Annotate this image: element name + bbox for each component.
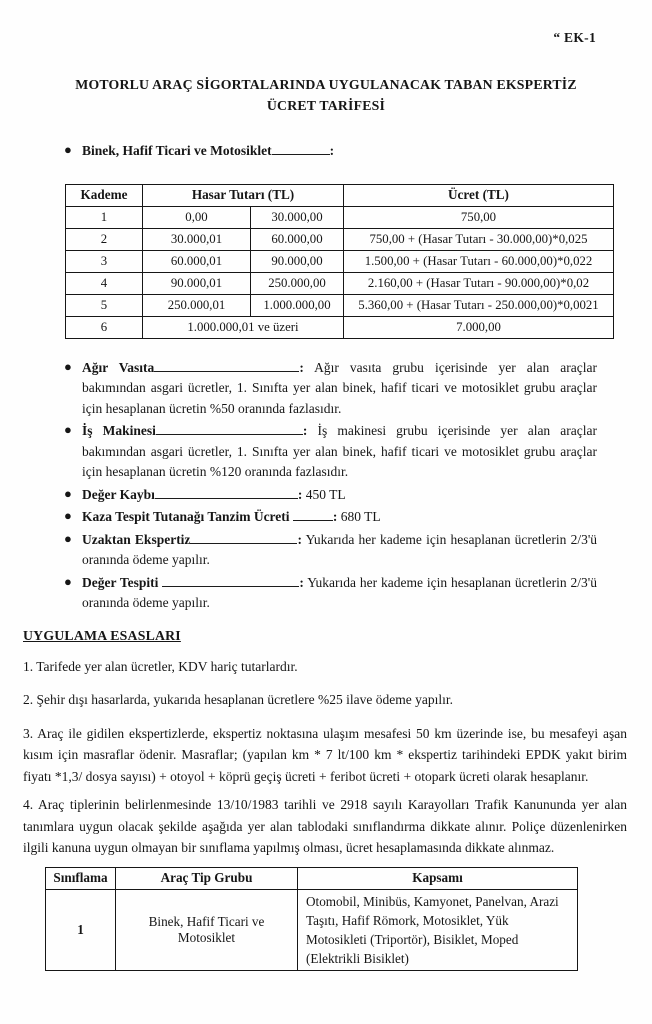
bullet-text: İş makinesi grubu içerisinde yer alan araçlar bakımından asgari ücretler, 1. Sınıfta yer alan binek, hafif ticari ve motosiklet grubu araçlar için hesaplanan ücretin %120 oranında fazlasıdır. <box>82 423 597 479</box>
bullet-uzaktan-ekspertiz <box>62 530 597 571</box>
cell-siniflama: 1 <box>46 889 116 970</box>
bullet-label: İş Makinesi <box>82 423 156 438</box>
bullet-dot-icon: ● <box>64 485 72 501</box>
cell-to: 30.000,00 <box>251 206 344 228</box>
cell-fee: 2.160,00 + (Hasar Tutarı - 90.000,00)*0,02 <box>344 272 614 294</box>
cell-kademe: 2 <box>66 228 143 250</box>
paragraph-4: 4. Araç tiplerinin belirlenmesinde 13/10/1983 tarihli ve 2918 sayılı Karayolları Trafik Kanununda yer alan tanımlara uygun olacak şekilde aşağıda yer alan tablodaki sınıflandırma dikkate alınır. Poliçe düzenlenirken ilgili kanuna uygun olmayan bir sınıflama yapılmış olması, ücret hesaplamasında dikkate alınmaz. <box>23 797 627 855</box>
tariff-bullet-list <box>62 358 597 614</box>
cell-from: 0,00 <box>143 206 251 228</box>
fee-col-kademe: Kademe <box>66 184 143 206</box>
cell-to: 250.000,00 <box>251 272 344 294</box>
fill-in-line <box>154 360 299 372</box>
fee-table-header-row <box>66 184 614 206</box>
intro-bullet <box>62 141 622 162</box>
cell-fee: 750,00 + (Hasar Tutarı - 30.000,00)*0,025 <box>344 228 614 250</box>
fee-table-row <box>66 272 614 294</box>
fill-in-line <box>156 423 303 435</box>
cell-from: 30.000,01 <box>143 228 251 250</box>
cell-from: 250.000,01 <box>143 294 251 316</box>
cls-col-arac: Araç Tip Grubu <box>116 867 298 889</box>
bullet-label: Ağır Vasıta <box>82 359 155 375</box>
cell-to: 90.000,00 <box>251 250 344 272</box>
cell-to: 60.000,00 <box>251 228 344 250</box>
fee-table-row <box>66 228 614 250</box>
bullet-agir-vasita <box>62 358 597 420</box>
cls-col-siniflama: Sınıflama <box>46 867 116 889</box>
document-title: MOTORLU ARAÇ SİGORTALARINDA UYGULANACAK TABAN EKSPERTİZ ÜCRET TARİFESİ <box>75 77 577 113</box>
fee-col-hasar: Hasar Tutarı (TL) <box>143 184 344 206</box>
cls-col-kapsam: Kapsamı <box>298 867 578 889</box>
fee-table <box>65 184 614 339</box>
fee-table-row <box>66 250 614 272</box>
cell-kademe: 5 <box>66 294 143 316</box>
cell-kademe: 6 <box>66 316 143 338</box>
bullet-colon: : <box>299 574 304 590</box>
cell-kapsam: Otomobil, Minibüs, Kamyonet, Panelvan, Arazi Taşıtı, Hafif Römork, Motosiklet, Yük Motosikleti (Triportör), Bisiklet, Moped (Elektrikli Bisiklet) <box>298 889 578 970</box>
bullet-dot-icon: ● <box>64 573 72 589</box>
paragraph-1: 1. Tarifede yer alan ücretler, KDV hariç tutarlardır. <box>23 658 298 674</box>
bullet-label: Değer Tespiti <box>82 574 159 590</box>
classification-table <box>45 867 578 971</box>
cell-to: 1.000.000,00 <box>251 294 344 316</box>
bullet-text: Yukarıda her kademe için hesaplanan ücretlerin 2/3'ü oranında ödeme yapılır. <box>82 531 598 567</box>
annex-label: “ EK-1 <box>553 30 596 45</box>
bullet-dot-icon: ● <box>64 508 72 523</box>
fill-in-line <box>155 487 298 499</box>
cell-range: 1.000.000,01 ve üzeri <box>143 316 344 338</box>
bullet-label: Uzaktan Ekspertiz <box>82 531 191 547</box>
classification-row <box>46 889 578 970</box>
cell-fee: 1.500,00 + (Hasar Tutarı - 60.000,00)*0,022 <box>344 250 614 272</box>
fill-in-line <box>272 143 330 155</box>
cell-kademe: 4 <box>66 272 143 294</box>
fill-in-line <box>190 532 297 544</box>
bullet-text: 680 TL <box>340 509 381 524</box>
cell-fee: 750,00 <box>344 206 614 228</box>
bullet-kaza-tespit <box>62 507 597 528</box>
cell-from: 90.000,01 <box>143 272 251 294</box>
intro-colon: : <box>329 143 335 158</box>
bullet-dot-icon: ● <box>64 422 72 437</box>
bullet-colon: : <box>297 486 303 502</box>
cell-fee: 5.360,00 + (Hasar Tutarı - 250.000,00)*0,0021 <box>344 294 614 316</box>
cell-arac-tip: Binek, Hafif Ticari ve Motosiklet <box>116 889 298 970</box>
bullet-colon: : <box>332 509 338 524</box>
bullet-text: 450 TL <box>305 486 346 502</box>
cell-from: 60.000,01 <box>143 250 251 272</box>
fill-in-line <box>162 575 299 587</box>
intro-label: Binek, Hafif Ticari ve Motosiklet <box>82 143 272 158</box>
cell-kademe: 1 <box>66 206 143 228</box>
paragraph-3: 3. Araç ile gidilen ekspertizlerde, ekspertiz noktasına ulaşım mesafesi 50 km üzerinde ise, bu mesafeyi aşan kısım için masraflar ödenir. Masraflar; (yapılan km * 7 lt/100 km * ekspertiz tarihindeki EPDK yakıt birim fiyatı *1,3/ dosya sayısı) + otoyol + köprü geçiş ücreti + feribot ücreti + otopark ücreti olarak hesaplanır. <box>23 725 627 784</box>
classification-header-row <box>46 867 578 889</box>
bullet-dot-icon: ● <box>64 358 72 374</box>
bullet-dot-icon: ● <box>64 142 72 157</box>
section-heading: UYGULAMA ESASLARI <box>23 627 181 643</box>
bullet-deger-tespiti <box>62 573 597 614</box>
bullet-colon: : <box>297 531 302 547</box>
bullet-colon: : <box>302 423 308 438</box>
bullet-deger-kaybi <box>62 485 597 506</box>
bullet-is-makinesi <box>62 421 597 483</box>
bullet-colon: : <box>299 359 304 375</box>
fill-in-line <box>293 509 333 521</box>
cell-kademe: 3 <box>66 250 143 272</box>
fee-col-ucret: Ücret (TL) <box>344 184 614 206</box>
bullet-dot-icon: ● <box>64 530 72 546</box>
bullet-text: Ağır vasıta grubu içerisinde yer alan araçlar bakımından asgari ücretler, 1. Sınıfta yer alan binek, hafif ticari ve motosiklet grubu araçlar için hesaplanan ücretin %50 oranında fazlasıdır. <box>82 359 597 416</box>
bullet-label: Değer Kaybı <box>82 486 155 502</box>
bullet-text: Yukarıda her kademe için hesaplanan ücretlerin 2/3'ü oranında ödeme yapılır. <box>82 574 597 610</box>
fee-table-row <box>66 316 614 338</box>
bullet-label: Kaza Tespit Tutanağı Tanzim Ücreti <box>82 509 290 524</box>
fee-table-row <box>66 294 614 316</box>
cell-fee: 7.000,00 <box>344 316 614 338</box>
fee-table-row <box>66 206 614 228</box>
paragraph-2: 2. Şehir dışı hasarlarda, yukarıda hesaplanan ücretlere %25 ilave ödeme yapılır. <box>23 692 453 707</box>
